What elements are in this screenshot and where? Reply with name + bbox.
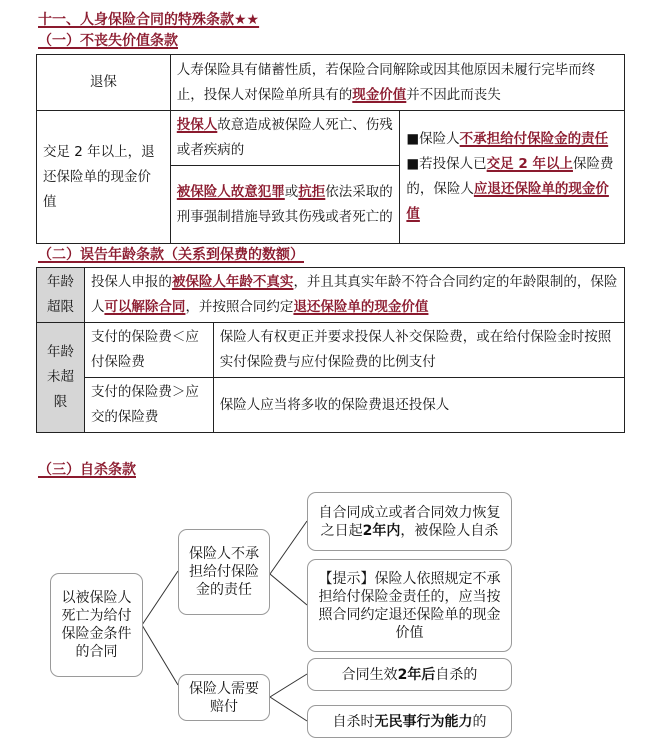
leaf-tip-refund: 【提示】保险人依照规定不承担给付保险金责任的，应当按照合同约定退还保险单的现金价值: [307, 559, 512, 652]
leaf-no-capacity: 自杀时无民事行为能力的: [307, 705, 512, 738]
leaf-after-two-years: 合同生效2年后自杀的: [307, 658, 512, 691]
age-exceeds-description: 投保人申报的被保险人年龄不真实，并且其真实年龄不符合合同约定的年龄限制的，保险人可以解除合同，并按照合同约定退还保险单的现金价值: [84, 268, 624, 323]
cash-value-highlight: 现金价值: [352, 86, 407, 103]
root-node: 以被保险人死亡为给付保险金条件的合同: [50, 573, 143, 677]
surrender-label: 退保: [37, 55, 171, 111]
page-title: 十一、人身保险合同的特殊条款★★: [38, 12, 260, 28]
section2-heading: （二）误告年龄条款（关系到保费的数额）: [38, 247, 304, 263]
result-cell: ■保险人不承担给付保险金的责任 ■若投保人已交足 2 年以上保险费的，保险人应退还保险单的现金价值: [400, 111, 625, 244]
two-year-label: 交足 2 年以上，退还保险单的现金价值: [37, 111, 171, 244]
age-within-label: 年龄未超限: [37, 323, 85, 433]
case-policyholder: 投保人故意造成被保险人死亡、伤残或者疾病的: [170, 111, 400, 166]
case-insured-crime: 被保险人故意犯罪或抗拒依法采取的刑事强制措施导致其伤残或者死亡的: [170, 166, 400, 244]
overpaid-result: 保险人应当将多收的保险费退还投保人: [213, 378, 624, 433]
branch-no-liability: 保险人不承担给付保险金的责任: [178, 529, 270, 615]
overpaid-condition: 支付的保险费＞应交的保险费: [84, 378, 213, 433]
section1-heading: （一）不丧失价值条款: [38, 33, 178, 49]
underpaid-condition: 支付的保险费＜应付保险费: [84, 323, 213, 378]
surrender-description: 人寿保险具有储蓄性质，若保险合同解除或因其他原因未履行完毕而终止，投保人对保险单所具有的现金价值并不因此而丧失: [170, 55, 624, 111]
leaf-within-two-years: 自合同成立或者合同效力恢复之日起2年内，被保险人自杀: [307, 492, 512, 551]
branch-must-pay: 保险人需要赔付: [178, 674, 270, 721]
underpaid-result: 保险人有权更正并要求投保人补交保险费，或在给付保险金时按照实付保险费与应付保险费的比例支付: [213, 323, 624, 378]
age-exceeds-label: 年龄超限: [37, 268, 85, 323]
section3-heading: （三）自杀条款: [38, 462, 136, 478]
